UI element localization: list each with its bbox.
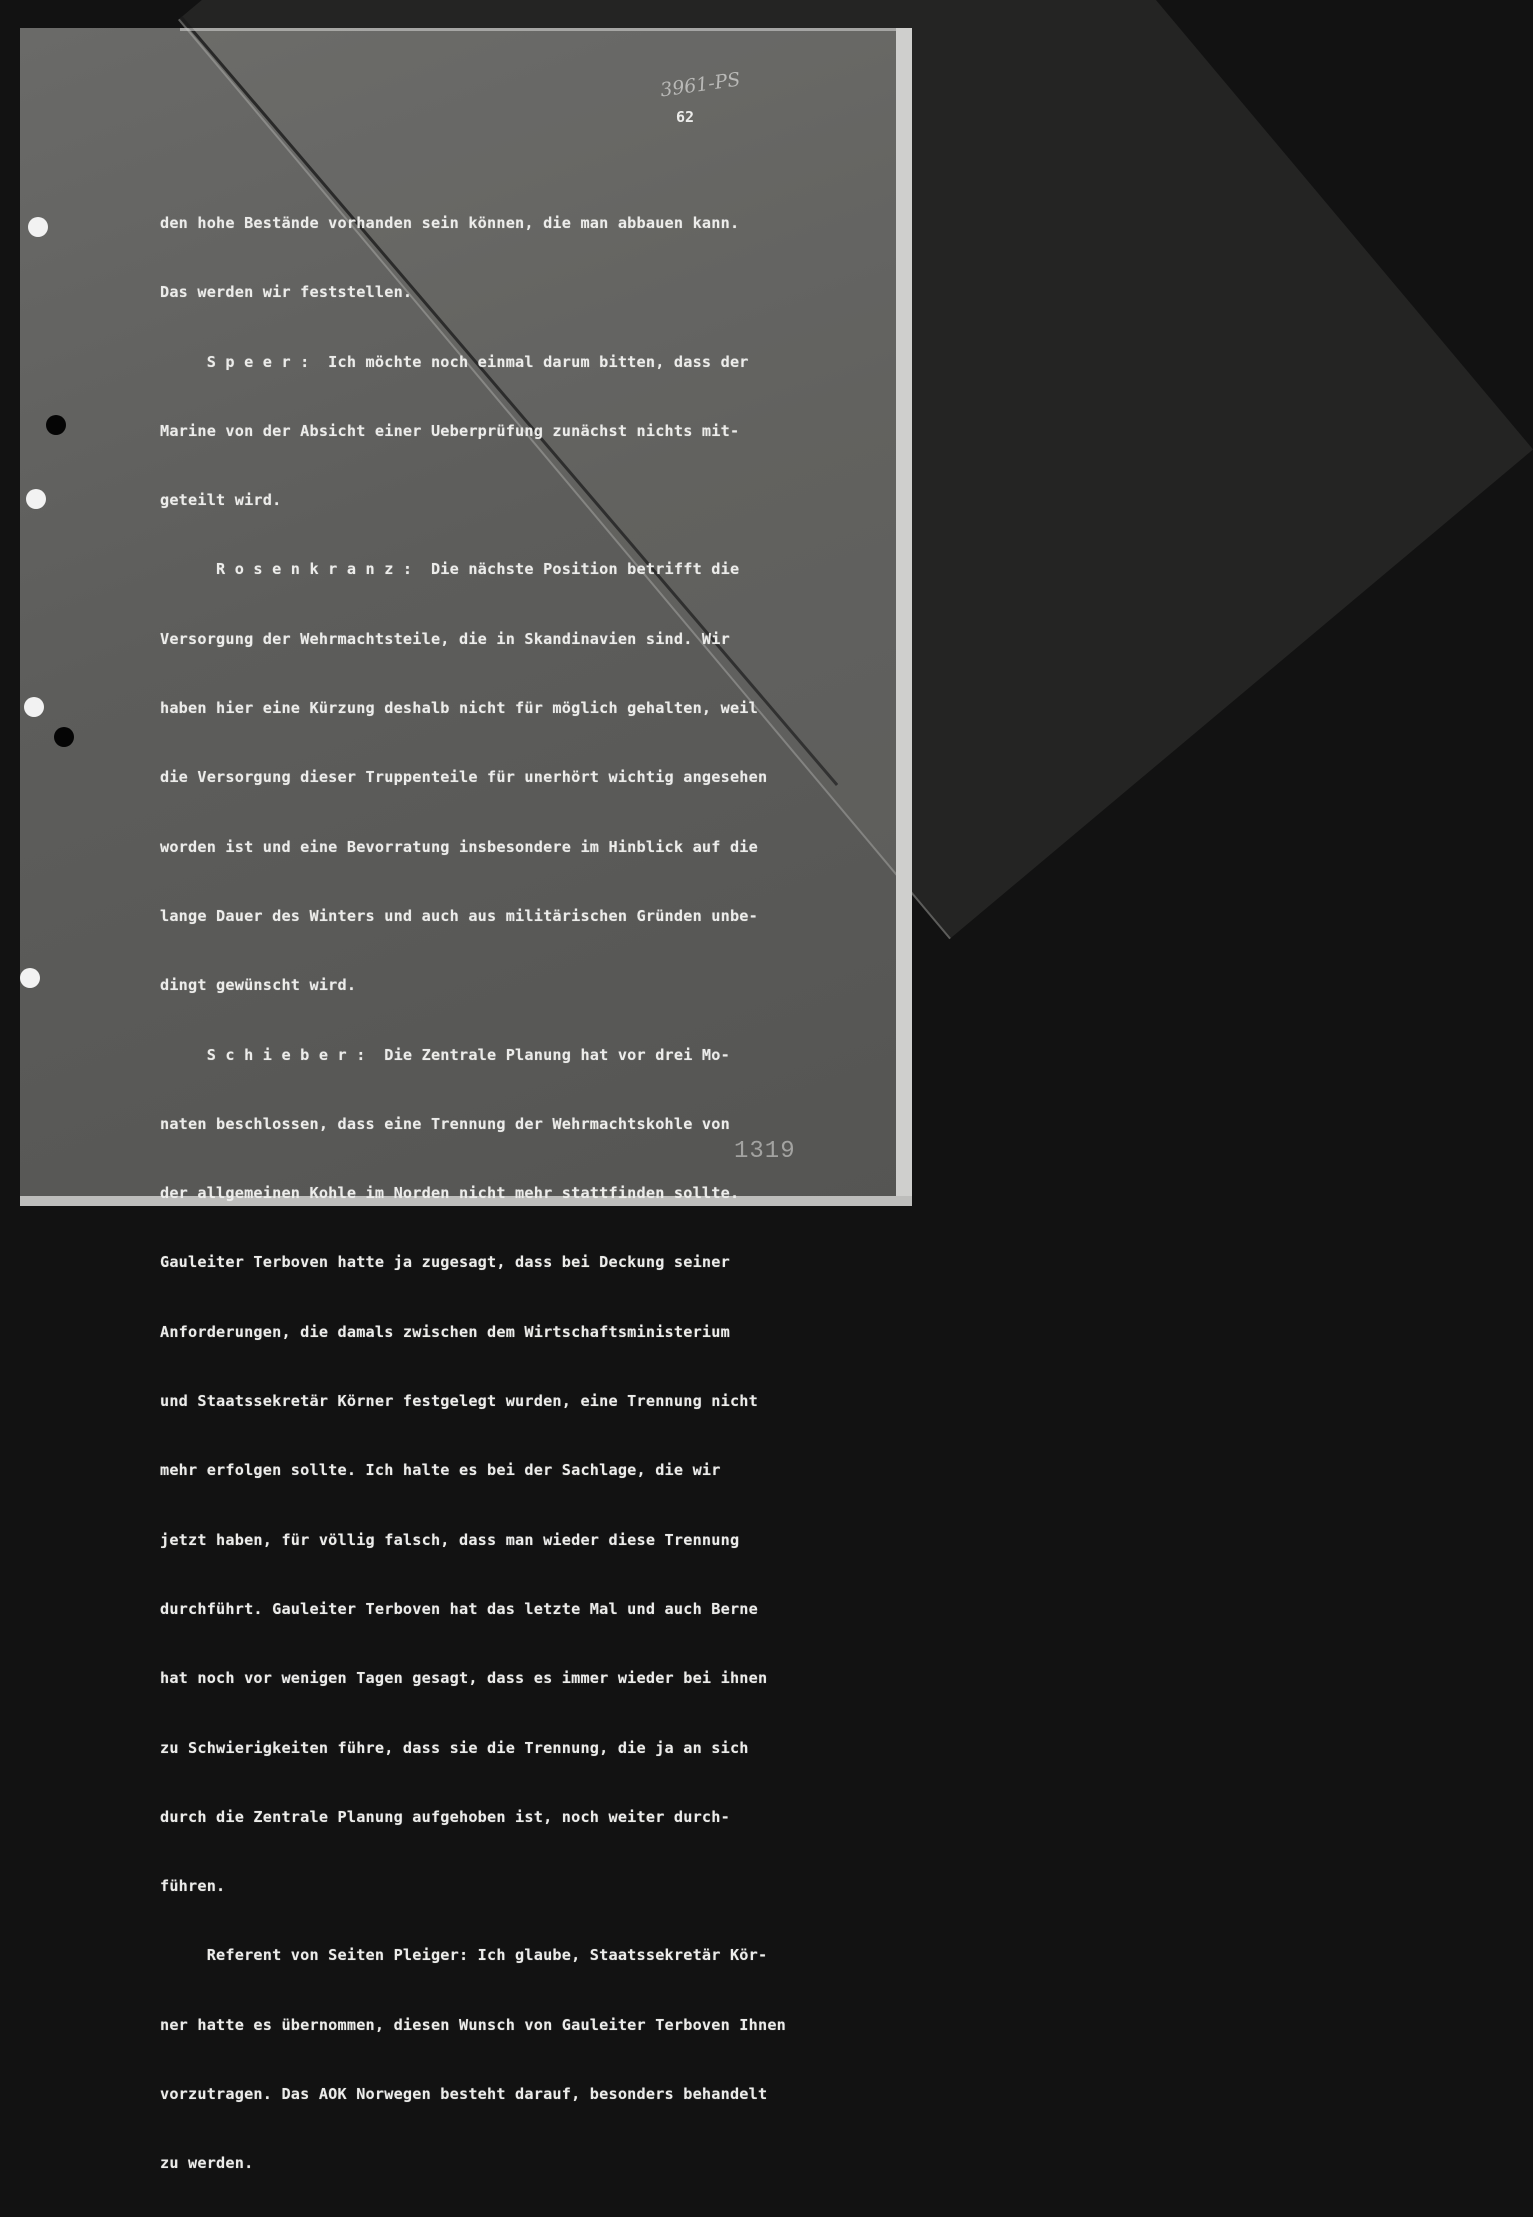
punch-hole	[26, 489, 46, 509]
text-line: der allgemeinen Kohle im Norden nicht mehr stattfinden sollte.	[160, 1184, 740, 1203]
text-line: Anforderungen, die damals zwischen dem Wirtschaftsministerium	[160, 1322, 730, 1341]
text-line: geteilt wird.	[160, 491, 282, 510]
text-line: Gauleiter Terboven hatte ja zugesagt, dass bei Deckung seiner	[160, 1253, 730, 1272]
punch-hole	[54, 727, 74, 747]
text-line: jetzt haben, für völlig falsch, dass man wieder diese Trennung	[160, 1530, 740, 1549]
text-line: haben hier eine Kürzung deshalb nicht für möglich gehalten, weil	[160, 699, 758, 718]
text-line: vorzutragen. Das AOK Norwegen besteht darauf, besonders behandelt	[160, 2085, 768, 2104]
text-line: lange Dauer des Winters und auch aus militärischen Gründen unbe-	[160, 906, 758, 925]
punch-hole	[24, 697, 44, 717]
text-line: die Versorgung dieser Truppenteile für unerhört wichtig angesehen	[160, 768, 768, 787]
text-line: naten beschlossen, dass eine Trennung der Wehrmachtskohle von	[160, 1114, 730, 1133]
text-line: Marine von der Absicht einer Ueberprüfung zunächst nichts mit-	[160, 421, 740, 440]
typewritten-body	[160, 171, 900, 2217]
text-line: Das werden wir feststellen.	[160, 283, 413, 302]
text-line: durchführt. Gauleiter Terboven hat das letzte Mal und auch Berne	[160, 1599, 758, 1618]
text-line: zu werden.	[160, 2154, 254, 2173]
punch-hole	[20, 968, 40, 988]
text-line: hat noch vor wenigen Tagen gesagt, dass es immer wieder bei ihnen	[160, 1669, 768, 1688]
text-line: ner hatte es übernommen, diesen Wunsch von Gauleiter Terboven Ihnen	[160, 2015, 787, 2034]
handwritten-document-id: 3961-PS	[658, 68, 742, 102]
text-line: und Staatssekretär Körner festgelegt wurden, eine Trennung nicht	[160, 1392, 758, 1411]
text-line: worden ist und eine Bevorratung insbesondere im Hinblick auf die	[160, 837, 758, 856]
text-line: R o s e n k r a n z : Die nächste Position betrifft die	[160, 560, 740, 579]
text-line: mehr erfolgen sollte. Ich halte es bei der Sachlage, die wir	[160, 1461, 721, 1480]
punch-hole	[28, 217, 48, 237]
text-line: Referent von Seiten Pleiger: Ich glaube, Staatssekretär Kör-	[160, 1946, 768, 1965]
archive-stamp-number: 1319	[734, 1138, 796, 1165]
text-line: den hohe Bestände vorhanden sein können, die man abbauen kann.	[160, 214, 740, 232]
text-line: Versorgung der Wehrmachtsteile, die in Skandinavien sind. Wir	[160, 629, 730, 648]
text-line: durch die Zentrale Planung aufgehoben ist, noch weiter durch-	[160, 1807, 730, 1826]
text-line: S p e e r : Ich möchte noch einmal darum bitten, dass der	[160, 352, 749, 371]
punch-hole	[46, 415, 66, 435]
page-number: 62	[676, 108, 695, 126]
document-page	[20, 28, 912, 2173]
sheet-top-edge	[180, 28, 912, 31]
text-line: zu Schwierigkeiten führe, dass sie die Trennung, die ja an sich	[160, 1738, 749, 1757]
text-line: dingt gewünscht wird.	[160, 976, 357, 995]
text-line: S c h i e b e r : Die Zentrale Planung hat vor drei Mo-	[160, 1045, 730, 1064]
text-line: führen.	[160, 1877, 226, 1896]
